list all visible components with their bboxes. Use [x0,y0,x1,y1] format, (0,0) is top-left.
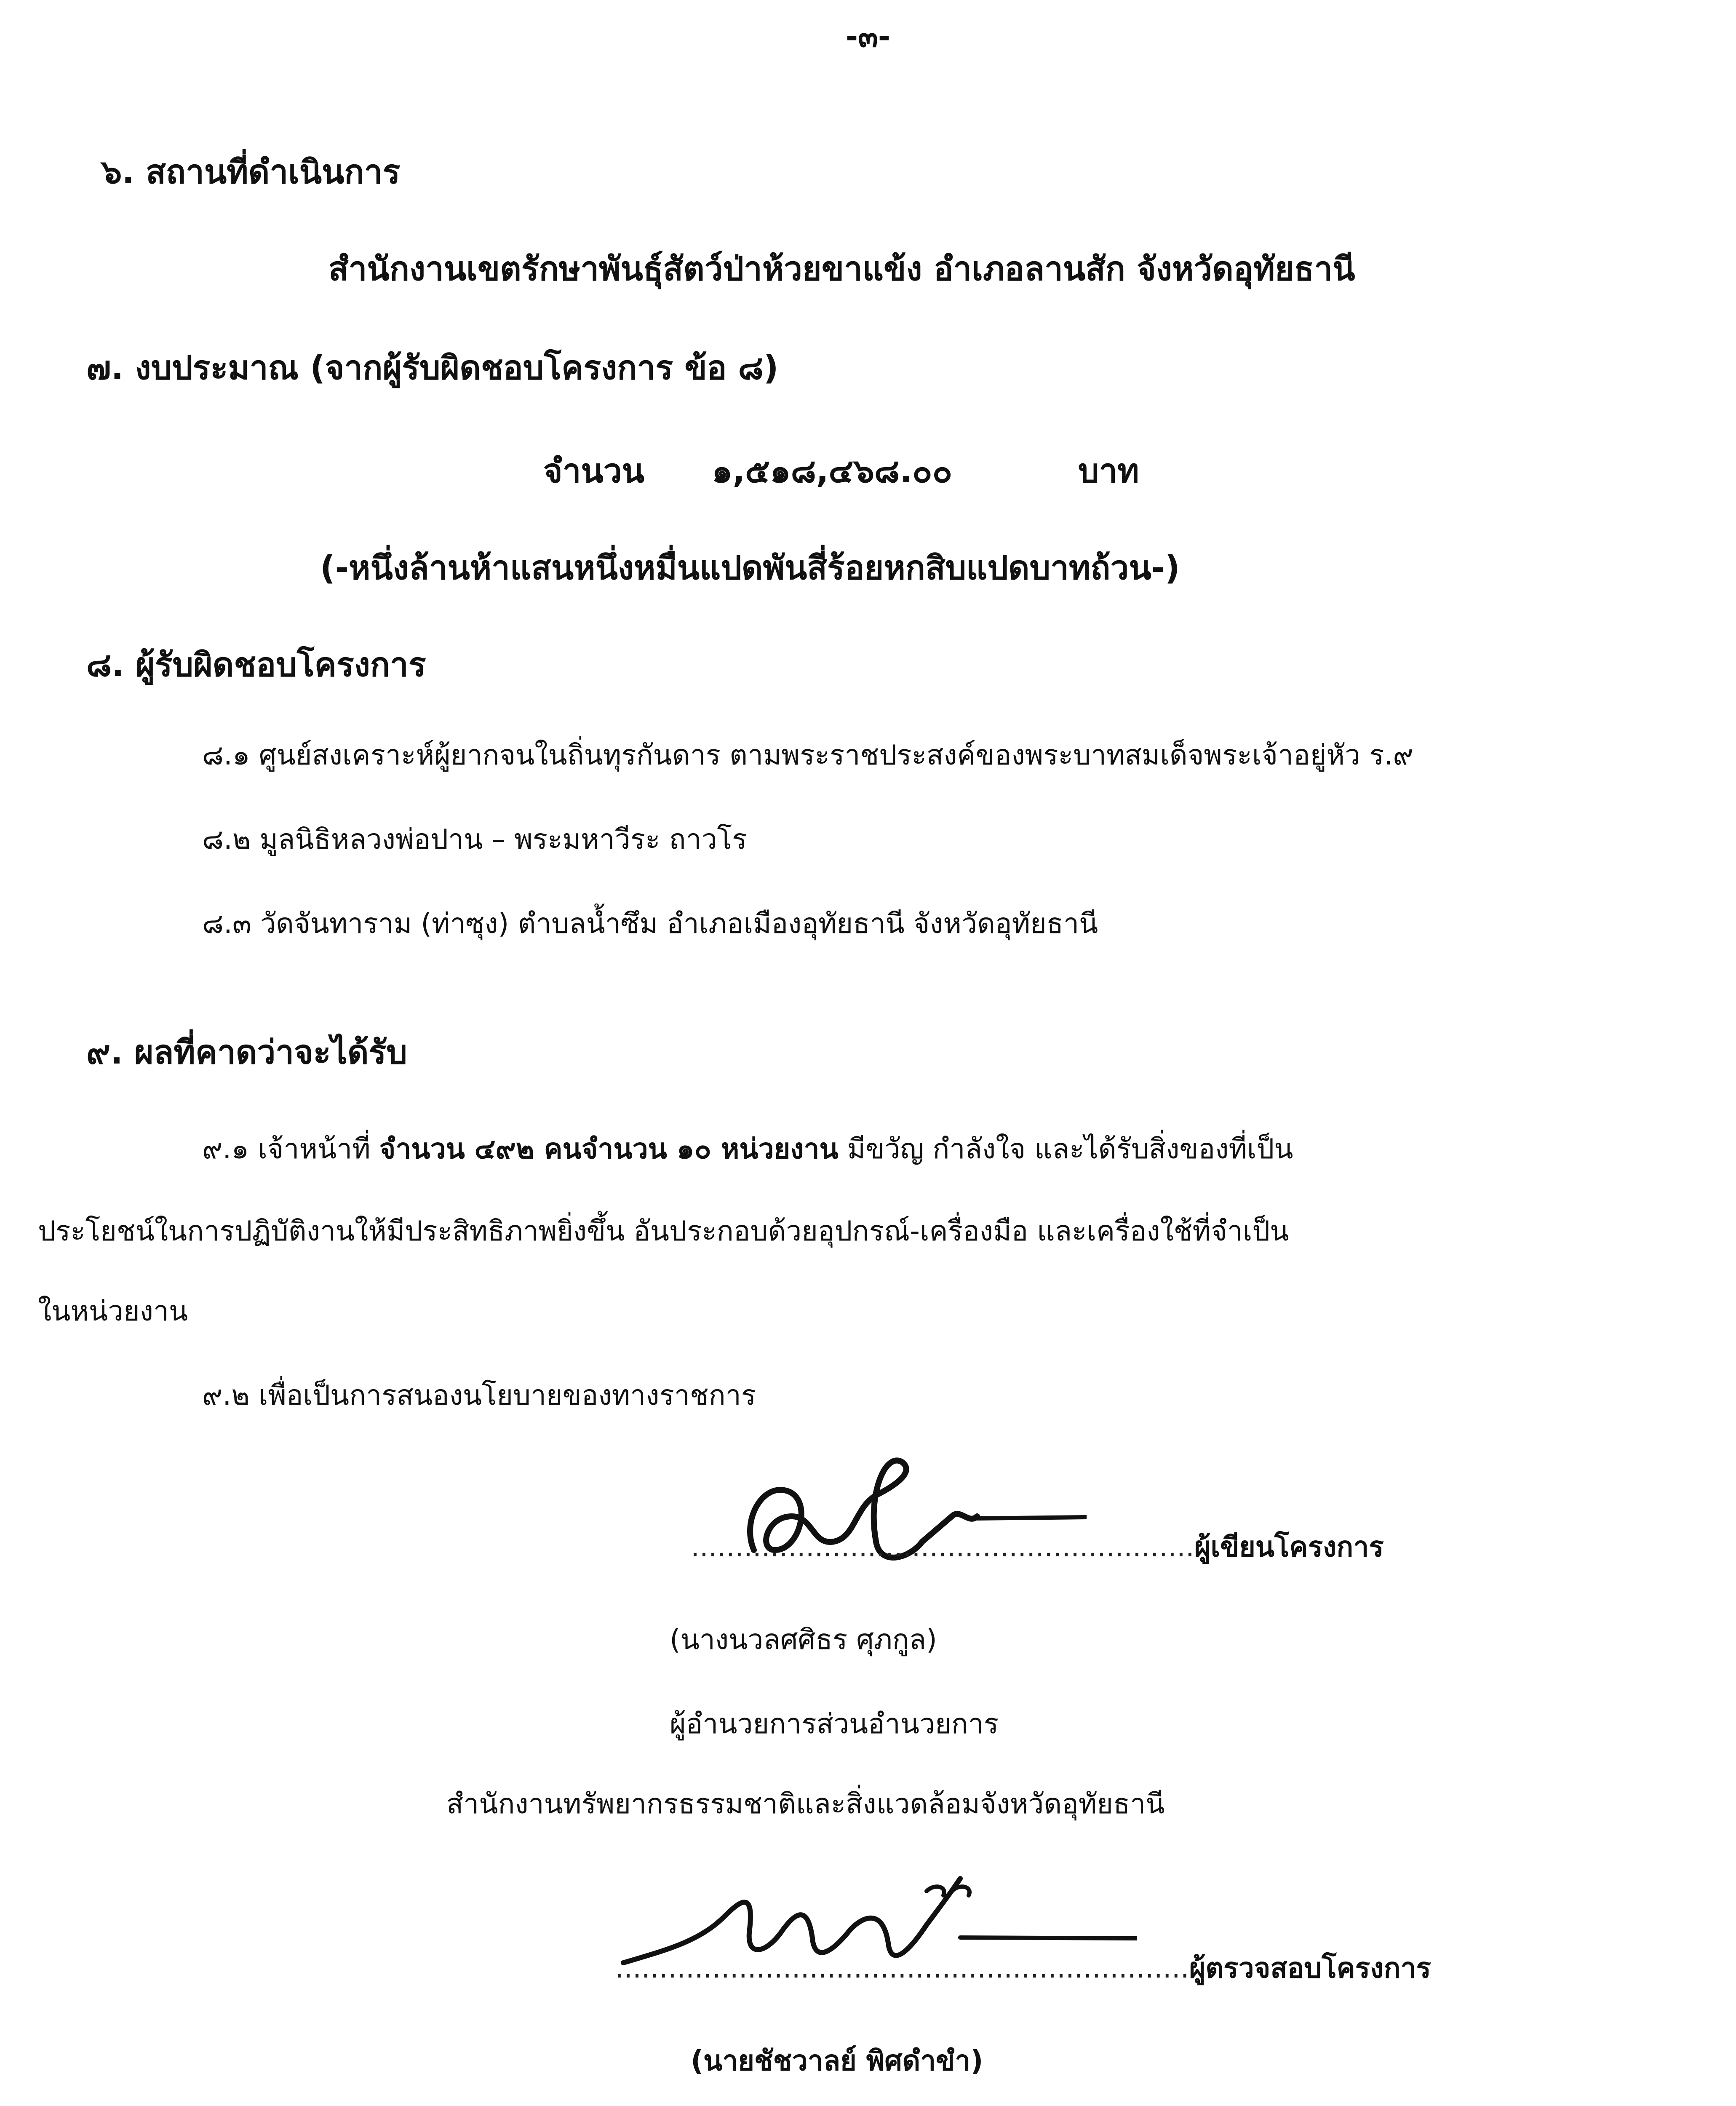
signature-2-dots: ................................................................. [615,1952,1189,1984]
section9-item2: ๙.๒ เพื่อเป็นการสนองนโยบายของทางราชการ [202,1379,756,1411]
signature-2-line [615,1954,1431,1982]
section7-amount-unit: บาท [1078,452,1139,490]
section9-item1-bold: จำนวน ๔๙๒ คนจำนวน ๑๐ หน่วยงาน [379,1133,839,1165]
signature-1-role: ผู้เขียนโครงการ [1194,1531,1384,1563]
section8-item-3: ๘.๓ วัดจันทาราม (ท่าซุง) ตำบลน้ำซึม อำเภอเมืองอุทัยธานี จังหวัดอุทัยธานี [202,907,1098,940]
section6-location: สำนักงานเขตรักษาพันธุ์สัตว์ป่าห้วยขาแข้ง อำเภอลานสัก จังหวัดอุทัยธานี [329,250,1355,288]
section8-item-2: ๘.๒ มูลนิธิหลวงพ่อปาน – พระมหาวีระ ถาวโร [202,823,747,855]
section7-amount-value: ๑,๕๑๘,๔๖๘.๐๐ [712,452,953,490]
section7-amount-words: (-หนึ่งล้านห้าแสนหนึ่งหมื่นแปดพันสี่ร้อยหกสิบแปดบาทถ้วน-) [320,549,1180,587]
section9-heading: ๙. ผลที่คาดว่าจะได้รับ [86,1034,407,1072]
signature-2-name: (นายชัชวาลย์ พิศดำขำ) [691,2045,983,2077]
section8-item-1: ๘.๑ ศูนย์สงเคราะห์ผู้ยากจนในถิ่นทุรกันดาร ตามพระราชประสงค์ของพระบาทสมเด็จพระเจ้าอยู่หัว ร.๙ [202,739,1413,771]
section9-item1-text-b: มีขวัญ กำลังใจ และได้รับสิ่งของที่เป็น [847,1133,1293,1165]
signature-1-title-2: สำนักงานทรัพยากรธรรมชาติและสิ่งแวดล้อมจังหวัดอุทัยธานี [446,1788,1165,1820]
section9-item1-text-a: เจ้าหน้าที่ [258,1133,371,1165]
section7-heading: ๗. งบประมาณ (จากผู้รับผิดชอบโครงการ ข้อ ๘) [86,349,779,387]
signature-1-line [691,1533,1384,1561]
signature-1-title-1: ผู้อำนวยการส่วนอำนวยการ [670,1708,999,1740]
section6-heading: ๖. สถานที่ดำเนินการ [101,153,401,191]
section7-amount-label: จำนวน [543,452,644,490]
section9-item1-line3: ในหน่วยงาน [38,1295,188,1327]
section8-heading: ๘. ผู้รับผิดชอบโครงการ [86,646,426,684]
signature-1-name: (นางนวลศศิธร ศุภกูล) [670,1623,937,1656]
section9-item1-line1 [202,1135,1293,1163]
signature-1-dots: ......................................................... [691,1531,1194,1563]
page-number: -๓- [846,19,890,54]
section9-item1-line2: ประโยชน์ในการปฏิบัติงานให้มีประสิทธิภาพยิ่งขึ้น อันประกอบด้วยอุปกรณ์-เครื่องมือ และเครื่องใช้ที่จำเป็น [38,1215,1289,1247]
signature-2-role: ผู้ตรวจสอบโครงการ [1189,1952,1431,1984]
section9-item1-number: ๙.๑ [202,1133,249,1165]
